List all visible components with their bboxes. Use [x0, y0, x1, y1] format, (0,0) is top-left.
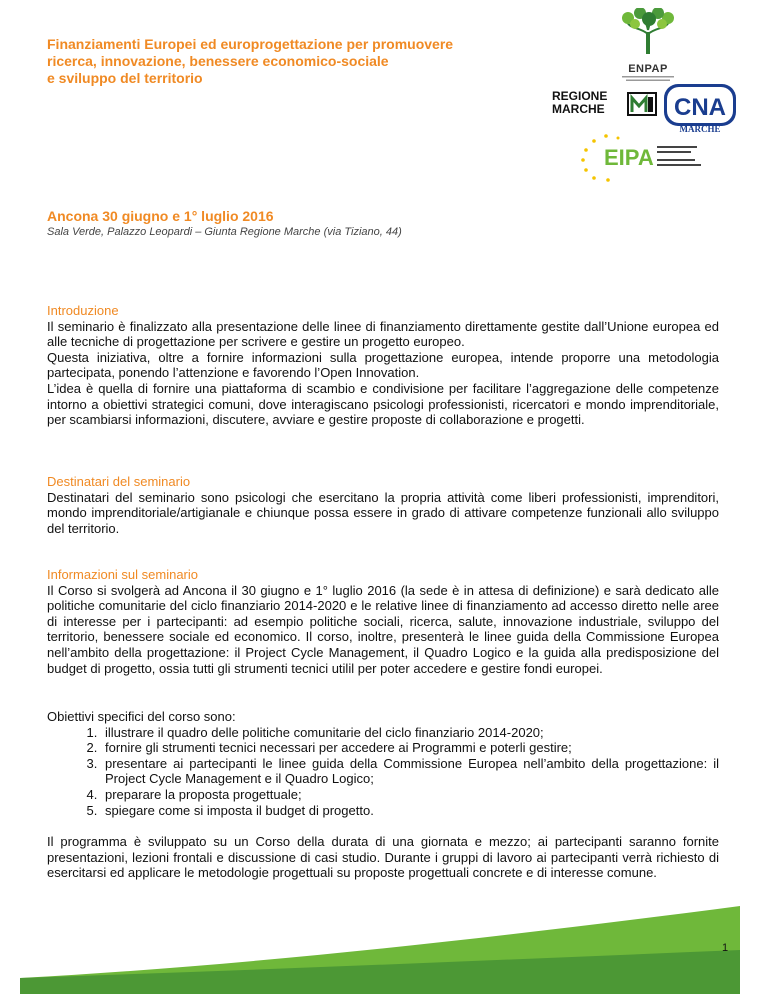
enpap-logo: [600, 8, 696, 88]
list-item: 2. fornire gli strumenti tecnici necessari per accedere ai Programmi e poterli gestire;: [101, 740, 719, 756]
logo-fine-print-mark: [618, 75, 678, 83]
objectives-list: [47, 725, 719, 819]
cna-wordmark: CNA: [674, 94, 726, 121]
intro-paragraph-3: L’idea è quella di fornire una piattaforma di scambio e condivisione per facilitare l’aggregazione delle competenze intorno a obiettivi strategici comuni, dove interagiscano psicologi professionisti, ricercatori e mondo imprenditoriale, per scambiarsi informazioni, discutere, avviare e gestire proposte di collaborazione e progetti.: [47, 380, 719, 428]
event-venue: Sala Verde, Palazzo Leopardi – Giunta Regione Marche (via Tiziano, 44): [47, 226, 402, 238]
regione-emblem-icon: [627, 92, 657, 116]
info-heading: Informazioni sul seminario: [47, 567, 199, 582]
objectives-intro: Obiettivi specifici del corso sono:: [47, 709, 236, 724]
intro-paragraph-1: Il seminario è finalizzato alla presentazione delle linee di finanziamento direttamente gestite dall’Unione europea ed alle tecniche di progettazione per scrivere e gestire un progetto europeo.: [47, 318, 719, 350]
cna-badge-icon: [664, 84, 736, 126]
list-item: 3. presentare ai partecipanti le linee guida della Commissione Europea nell’ambito della progettazione: il Project Cycle Management e il Quadro Logico;: [101, 756, 719, 787]
program-paragraph: Il programma è sviluppato su un Corso della durata di una giornata e mezzo; ai partecipanti saranno fornite presentazioni, lezioni frontali e discussione di casi studio. Durante i gruppi di lavoro ai partecipanti verrà richiesto di esercitarsi ed applicare le metodologie progettuali su proposte progettuali concrete e di interesse comune.: [47, 834, 719, 881]
cna-subtitle: MARCHE: [679, 124, 721, 134]
title-line-2: ricerca, innovazione, benessere economico-sociale: [47, 53, 389, 69]
regione-line-2: MARCHE: [552, 102, 605, 116]
page-number: 1: [722, 942, 729, 954]
title-line-3: e sviluppo del territorio: [47, 70, 203, 86]
eipa-star-ring-icon: [574, 128, 734, 184]
eipa-wordmark: EIPA: [604, 145, 654, 170]
eipa-logo: [574, 128, 734, 184]
info-section: [47, 567, 719, 676]
recipients-heading: Destinatari del seminario: [47, 474, 191, 489]
recipients-paragraph: Destinatari del seminario sono psicologi che esercitano la propria attività come liberi professionisti, imprenditori, mondo imprenditoriale/artigianale e chiunque possa essere in grado di attivare competenze funzionali allo sviluppo del territorio.: [47, 489, 719, 536]
regione-line-1: REGIONE: [552, 89, 608, 103]
regione-marche-logo: [552, 90, 664, 122]
footer-green-wave: [0, 900, 768, 994]
title-line-1: Finanziamenti Europei ed europrogettazione per promuovere: [47, 36, 454, 52]
list-item: 4. preparare la proposta progettuale;: [101, 787, 719, 803]
intro-section: [47, 303, 719, 428]
intro-paragraph-2: Questa iniziativa, oltre a fornire informazioni sulla progettazione europea, intende proporre una metodologia partecipata, ponendo l’attenzione e favorendo l’Open Innovation.: [47, 349, 719, 381]
objectives-section: [47, 709, 719, 818]
list-item: 1. illustrare il quadro delle politiche comunitarie del ciclo finanziario 2014-2020;: [101, 725, 719, 741]
info-paragraph: Il Corso si svolgerà ad Ancona il 30 giugno e 1° luglio 2016 (la sede è in attesa di definizione) e sarà dedicato alle politiche comunitarie del ciclo finanziario 2014-2020 e le relative linee di finanziamento ad accesso diretto nelle aree di interesse per i partecipanti: ad esempio politiche sociali, ricerca, salute, innovazione industriale, sviluppo del territorio, benessere sociale ed economico. Il corso, inoltre, presenterà le linee guida della Commissione Europea nell’ambito della progettazione: il Project Cycle Management, il Quadro Logico e la guida alla predisposizione del budget di progetto, ossia tutti gli strumenti tecnici utilil per poter accedere e gestire fondi europei.: [47, 582, 719, 676]
event-date: Ancona 30 giugno e 1° luglio 2016: [47, 208, 274, 224]
list-item: 5. spiegare come si imposta il budget di progetto.: [101, 803, 719, 819]
intro-heading: Introduzione: [47, 303, 119, 318]
program-section: [47, 834, 719, 881]
enpap-wordmark: ENPAP: [628, 63, 668, 75]
document-title: [47, 36, 567, 87]
recipients-section: [47, 474, 719, 536]
tree-icon: [618, 8, 678, 56]
